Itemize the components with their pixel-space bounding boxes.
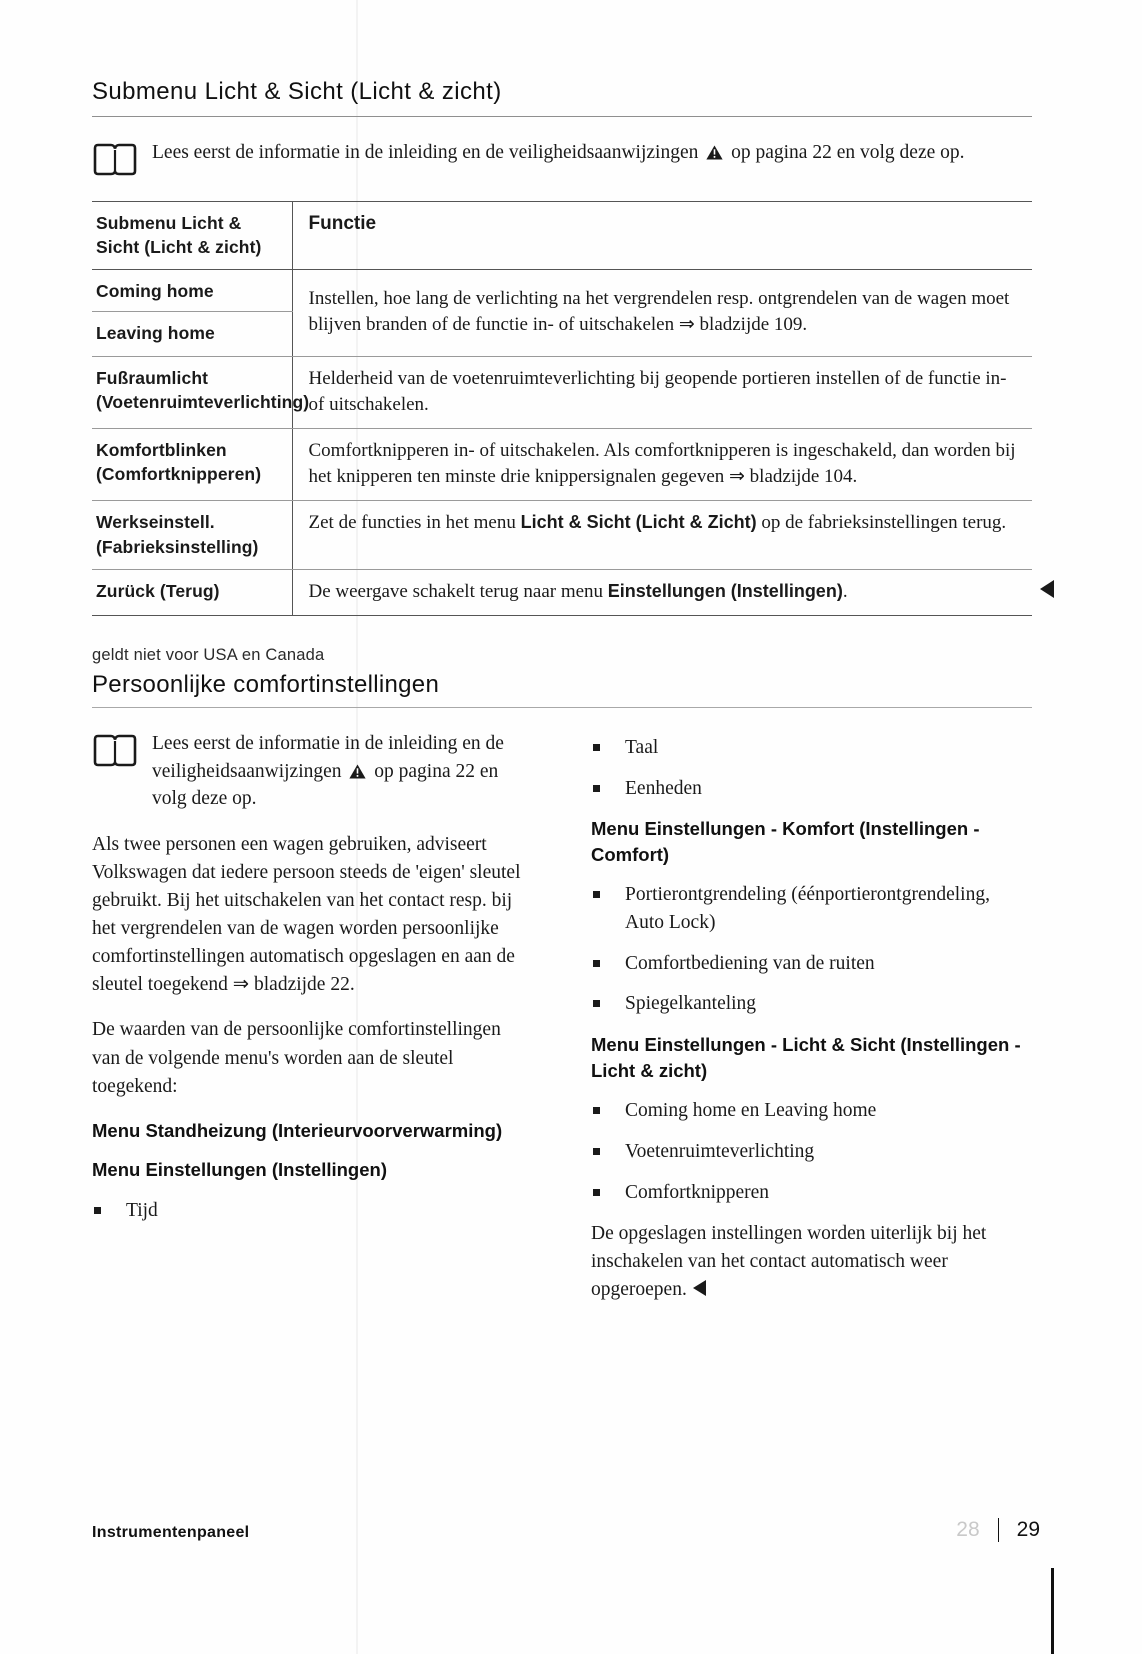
list-item: Eenheden (591, 775, 1032, 803)
note2-text-after: op pagina 22 en volg deze op. (152, 760, 499, 810)
list-item: Coming home en Leaving home (591, 1097, 1032, 1125)
page-content (92, 78, 1032, 1321)
paragraph-values-assigned: De waarden van de persoonlijke comfortinstellingen van de volgende menu's worden aan de sleutel toegekend: (92, 1019, 501, 1097)
warning-triangle-icon (705, 142, 724, 159)
page-number-previous: 28 (956, 1518, 980, 1541)
note2-text-before: Lees eerst de informatie in de inleiding en de veiligheidsaanwijzingen (152, 732, 504, 782)
table-row (92, 356, 1032, 428)
row-function-werkseinstell (292, 501, 1032, 569)
page-edge-marker (1051, 1568, 1054, 1654)
bullet-list-right-top (591, 734, 1032, 802)
table-header-col1: Submenu Licht & Sicht (Licht & zicht) (92, 202, 292, 270)
list-item: Comfortbediening van de ruiten (591, 950, 1032, 978)
table-header-row (92, 202, 1032, 270)
row-label-werkseinstell: Werkseinstell. (Fabrieksinstelling) (92, 501, 292, 569)
bullet-list-komfort (591, 881, 1032, 1018)
paragraph-two-persons: Als twee personen een wagen gebruiken, adviseert Volkswagen dat iedere persoon steeds de 'eigen' sleutel gebruikt. Bij het uitschakelen van het contact resp. bij het vergrendelen van de wagen worden persoonlijke comfortinstellingen automatisch opgeslagen en aan de sleutel toegekend ⇒ bladzijde 22. (92, 834, 521, 996)
section-end-marker (1040, 580, 1054, 598)
heading-einstellungen-komfort: Menu Einstellungen - Komfort (Instellingen - Comfort) (591, 818, 980, 865)
fn-bold: Einstellungen (Instellingen) (607, 580, 843, 601)
section-title-personal-comfort: Persoonlijke comfortinstellingen (92, 670, 440, 698)
row-label-zurueck: Zurück (Terug) (92, 569, 292, 615)
title-divider-2 (92, 707, 1032, 708)
heading-menu-einstellungen: Menu Einstellungen (Instellingen) (92, 1159, 387, 1181)
list-item: Tijd (92, 1197, 533, 1225)
page-numbers (956, 1518, 1040, 1542)
row-label-fussraumlicht: Fußraumlicht (Voetenruimteverlichting) (92, 356, 292, 428)
table-row (92, 270, 1032, 312)
title-divider (92, 116, 1032, 117)
list-item: Spiegelkanteling (591, 990, 1032, 1018)
table-header-col2: Functie (292, 202, 1032, 270)
footnote-usa-canada: geldt niet voor USA en Canada (92, 645, 325, 664)
list-item: Comfortknipperen (591, 1179, 1032, 1207)
list-item: Voetenruimteverlichting (591, 1138, 1032, 1166)
paragraph-closing (591, 1220, 1032, 1304)
section-title-submenu: Submenu Licht & Sicht (Licht & zicht) (92, 78, 502, 105)
reading-note-2-text (152, 730, 533, 813)
row-label-komfortblinken: Komfortblinken (Comfortknipperen) (92, 429, 292, 501)
table-row (92, 569, 1032, 615)
fn-part1: De weergave schakelt terug naar menu (308, 580, 608, 602)
row-function-zurueck (292, 569, 1032, 615)
fn-part2: op de fabrieksinstellingen terug. (756, 512, 1007, 534)
closing-text: De opgeslagen instellingen worden uiterlijk bij het inschakelen van het contact automatisch weer opgeroepen. (591, 1223, 987, 1301)
submenu-table (92, 201, 1032, 616)
row-label-coming-home: Coming home (92, 270, 292, 312)
fn-part2: . (842, 580, 848, 602)
note-text-before: Lees eerst de informatie in de inleiding en de veiligheidsaanwijzingen (152, 142, 699, 163)
list-item: Portierontgrendeling (éénportierontgrendeling, Auto Lock) (591, 881, 1032, 936)
heading-menu-standheizung: Menu Standheizung (Interieurvoorverwarming) (92, 1119, 503, 1141)
warning-triangle-icon (348, 761, 367, 778)
reading-note-2 (92, 730, 533, 813)
table-row (92, 429, 1032, 501)
row-function-komfortblinken: Comfortknipperen in- of uitschakelen. Als comfortknipperen is ingeschakeld, dan worden bij het knipperen ten minste drie knippersignalen gegeven ⇒ bladzijde 104. (292, 429, 1032, 501)
bullet-list-licht-sicht (591, 1097, 1032, 1206)
open-book-icon (92, 143, 138, 177)
reading-note-1 (92, 139, 1032, 177)
row-function-coming-leaving-home: Instellen, hoe lang de verlichting na het vergrendelen resp. ontgrendelen van de wagen moet blijven branden of de functie in- of uitschakelen ⇒ bladzijde 109. (292, 270, 1032, 356)
two-column-body (92, 730, 1032, 1321)
row-function-fussraumlicht: Helderheid van de voetenruimteverlichting bij geopende portieren instellen of de functie in- of uitschakelen. (292, 356, 1032, 428)
section-end-marker (693, 1280, 706, 1296)
list-item: Taal (591, 734, 1032, 762)
row-label-leaving-home: Leaving home (92, 312, 292, 356)
right-column (591, 730, 1032, 1321)
heading-einstellungen-licht-sicht: Menu Einstellungen - Licht & Sicht (Instellingen - Licht & zicht) (591, 1034, 1021, 1081)
page-number-current: 29 (998, 1518, 1040, 1542)
reading-note-1-text (152, 139, 965, 167)
bullet-list-left (92, 1197, 533, 1225)
left-column (92, 730, 533, 1321)
open-book-icon (92, 734, 138, 768)
fn-part1: Zet de functies in het menu (308, 512, 521, 534)
page-footer (92, 1518, 1040, 1542)
footer-chapter: Instrumentenpaneel (92, 1524, 250, 1541)
note-text-after: op pagina 22 en volg deze op. (731, 142, 965, 163)
fn-bold: Licht & Sicht (Licht & Zicht) (520, 512, 757, 533)
table-row (92, 501, 1032, 569)
